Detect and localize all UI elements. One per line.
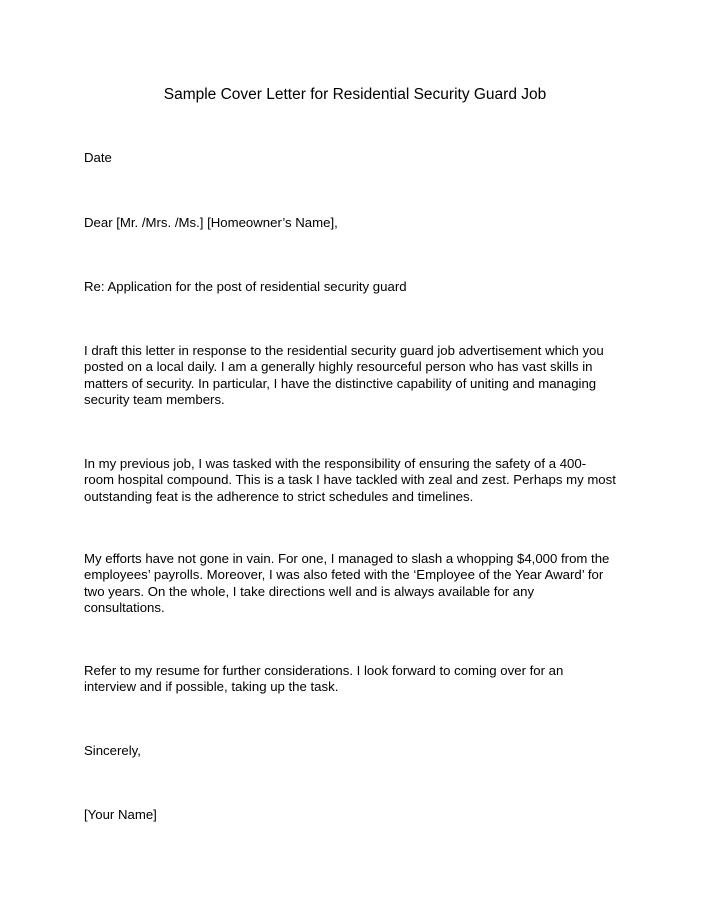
closing: Sincerely, (84, 743, 141, 758)
paragraph-4-line-1: Refer to my resume for further considerations. I look forward to coming over for an (84, 663, 564, 678)
paragraph-1-line-3: matters of security. In particular, I have the distinctive capability of uniting and managing (84, 375, 597, 391)
paragraph-4-line-2: interview and if possible, taking up the task. (84, 679, 339, 695)
paragraph-3-line-1: My efforts have not gone in vain. For one, I managed to slash a whopping $4,000 from the (84, 551, 610, 566)
page-title: Sample Cover Letter for Residential Security Guard Job (163, 86, 547, 103)
paragraph-1-line-1: I draft this letter in response to the residential security guard job advertisement which you (84, 343, 604, 358)
date-line: Date (84, 150, 112, 165)
re-line: Re: Application for the post of residential security guard (84, 279, 407, 294)
paragraph-2 (84, 456, 644, 505)
paragraph-2-line-2: room hospital compound. This is a task I have tackled with zeal and zest. Perhaps my most (84, 472, 616, 488)
paragraph-1 (84, 343, 644, 409)
paragraph-3-line-4: consultations. (84, 600, 165, 616)
paragraph-3-line-3: two years. On the whole, I take directions well and is always available for any (84, 583, 535, 599)
paragraph-3 (84, 551, 644, 617)
paragraph-1-line-4: security team members. (84, 392, 225, 408)
paragraph-2-line-1: In my previous job, I was tasked with the responsibility of ensuring the safety of a 400- (84, 456, 587, 471)
paragraph-2-line-3: outstanding feat is the adherence to strict schedules and timelines. (84, 488, 474, 504)
salutation: Dear [Mr. /Mrs. /Ms.] [Homeowner’s Name], (84, 215, 338, 230)
paragraph-4 (84, 663, 644, 696)
paragraph-1-line-2: posted on a local daily. I am a generally highly resourceful person who has vast skills in (84, 359, 593, 375)
paragraph-3-line-2: employees’ payrolls. Moreover, I was also feted with the ‘Employee of the Year Award’ for (84, 567, 604, 583)
signature: [Your Name] (84, 807, 157, 822)
